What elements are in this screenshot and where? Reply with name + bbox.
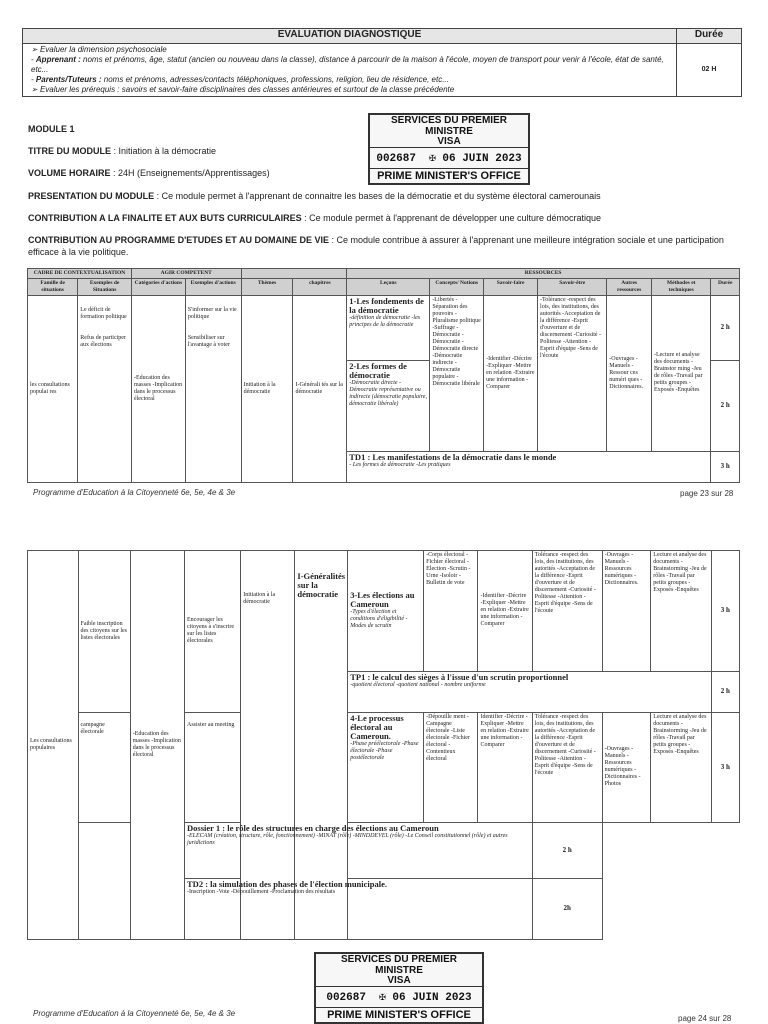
duration-header: Durée <box>677 29 742 44</box>
evaluation-title: EVALUATION DIAGNOSTIQUE <box>23 29 677 44</box>
header-group-agir: AGIR COMPETENT <box>131 269 241 279</box>
autres-cell: -Ouvrages -Manuels -Ressour ces numéri ques -Dictionnaires. <box>607 296 652 452</box>
col-concepts: Concepts/ Notions <box>430 279 484 296</box>
theme-cell: Initiation à la démocratie <box>241 551 295 940</box>
tp1-cell: TP1 : le calcul des sièges à l'issue d'un scrutin proportionnel -quotient électoral -quotient national - nombre uniforme <box>348 671 711 712</box>
duree-cell: 3 h <box>711 451 740 482</box>
savoir-faire-cell: Identifier -Décrire -Expliquer -Mettre en relation -Extraire une information -Comparer <box>478 712 532 823</box>
module-contribution-finalite: CONTRIBUTION A LA FINALITE ET AUX BUTS CURRICULAIRES : Ce module permet à l'apprenant de développer une culture démocratique <box>28 213 602 223</box>
module-presentation: PRESENTATION DU MODULE : Ce module permet à l'apprenant de connaitre les bases de la démocratie et du système électoral camerounais <box>28 191 601 201</box>
duree-cell: 2h <box>532 878 602 939</box>
stamp-number-date: 002687 ✠ 06 JUIN 2023 <box>316 986 482 1008</box>
module-volume: VOLUME HORAIRE : 24H (Enseignements/Apprentissages) <box>28 168 270 178</box>
stamp-line1: SERVICES DU PREMIER MINISTRE <box>341 954 457 976</box>
eval-item: - Parents/Tuteurs : noms et prénoms, adresses/contacts téléphoniques, professions, religion, lieu de résidence, etc... <box>31 75 449 84</box>
exemples-situations-cell: Le déficit de formation politique Refus de participer aux élections <box>78 296 132 483</box>
col-categories: Catégories d'actions <box>131 279 185 296</box>
duree-cell: 3 h <box>711 712 739 823</box>
concepts-cell: -Libertés -Séparation des pouvoirs -Pluralisme politique -Suffrage -Démocratie -Démocratie -Démocratie directe -Démocratie indirecte -Démocratie populaire -Démocratie libérale <box>430 296 484 452</box>
methodes-cell: Lecture et analyse des documents -Brainstorming -Jeu de rôles -Travail par petits groupes -Exposés -Enquêtes <box>651 712 711 823</box>
savoir-faire-cell: -Identifier -Décrire -Expliquer -Mettre en relation -Extraire une information -Comparer <box>484 296 538 452</box>
eval-item: - Apprenant : noms et prénoms, âge, statut (ancien ou nouveau dans la classe), distance à parcourir de la maison à l'école, moyen de transport pour venir à l'école, état de santé, etc... <box>31 55 664 74</box>
savoir-faire-cell: -Identifier -Décrire -Expliquer -Mettre en relation -Extraire une information -Comparer <box>478 551 532 672</box>
methodes-cell: Lecture et analyse des documents -Brainstorming -Jeu de rôles -Travail par petits groupes -Exposés -Enquêtes <box>651 551 711 672</box>
program-table-2 <box>27 550 740 940</box>
stamp-number-date: 002687 ✠ 06 JUIN 2023 <box>370 147 528 169</box>
col-methodes: Méthodes et techniques <box>651 279 710 296</box>
stamp-line3: PRIME MINISTER'S OFFICE <box>327 1009 471 1021</box>
stamp-line3: PRIME MINISTER'S OFFICE <box>377 170 521 182</box>
header-group-ressources: RESSOURCES <box>347 269 740 279</box>
concepts-cell: -Dépouille ment -Campagne électorale -Liste électorale -Fichier électoral -Contentieux électoral <box>424 712 478 823</box>
program-table-1 <box>27 268 740 483</box>
famille-cell: Les consultations populaires <box>28 551 79 940</box>
col-autres-ressources: Autres ressources <box>607 279 652 296</box>
exemples-actions-cell: S'informer sur la vie politique Sensibiliser sur l'avantage à voter <box>185 296 241 483</box>
savoir-etre-cell: Tolérance -respect des lois, des institutions, des autorités -Acceptation de la différence -Esprit d'ouverture et de discernement -Curiosité -Politesse -Attention -Esprit d'équipe -Sens de l'écoute <box>532 551 602 672</box>
col-savoir-faire: Savoir-faire <box>484 279 538 296</box>
td2-cell: TD2 : la simulation des phases de l'élection municipale. -Inscription -Vote -Dépouillement -Proclamation des résultats <box>185 878 533 939</box>
savoir-etre-cell: -Tolérance -respect des lois, des institutions, des autorités -Acceptation de la différence -Esprit d'ouverture et de discernement -Curiosité -Politesse -Attention -Esprit d'équipe -Sens de l'écoute <box>538 296 607 452</box>
header-group-context: CADRE DE CONTEXTUALISATION <box>28 269 132 279</box>
footer-program: Programme d'Education à la Citoyenneté 6e, 5e, 4e & 3e <box>33 488 236 497</box>
chapitre-cell: I-Générali tés sur la démocratie <box>293 296 347 483</box>
module-title: TITRE DU MODULE : Initiation à la démocratie <box>28 146 217 156</box>
evaluation-table <box>22 28 742 97</box>
lecon1-cell: 1-Les fondements de la démocratie -définition de démocratie -les principes de la démocratie <box>347 296 430 361</box>
eval-item: ➢ Evaluer la dimension psychosociale <box>31 45 167 54</box>
exemples-actions-cell: Encourager les citoyens à s'inscrire sur les listes électorales <box>185 551 241 713</box>
duree-cell: 2 h <box>711 671 739 712</box>
page-number: page 24 sur 28 <box>678 1014 732 1023</box>
exemples-situations-cell: campagne électorale <box>78 712 130 823</box>
categories-cell: -Education des masses -Implication dans le processus électoral <box>131 296 185 483</box>
famille-cell: les consultations populai res <box>28 296 78 483</box>
lecon3-cell: 3-Les élections au Cameroun -Types d'élection et conditions d'éligibilité -Modes de scrutin <box>348 551 424 672</box>
duree-cell: 2 h <box>711 296 740 361</box>
col-themes: Thèmes <box>241 279 293 296</box>
visa-stamp <box>314 952 484 1024</box>
stamp-line2: VISA <box>387 975 411 986</box>
methodes-cell: -Lecture et analyse des documents -Brainstor ming -Jeu de rôles -Travail par petits groupes -Exposés -Enquêtes <box>651 296 710 452</box>
evaluation-content <box>23 44 677 97</box>
col-duree: Durée <box>711 279 740 296</box>
eval-item: ➢ Evaluer les prérequis : savoirs et savoir-faire disciplinaires des classes antérieures et surtout de la classe précédente <box>31 85 455 94</box>
col-chapitres: chapitres <box>293 279 347 296</box>
autres-cell: -Ouvrages -Manuels -Ressources numériques -Dictionnaires. <box>602 551 651 672</box>
col-exemples-situations: Exemples de Situations <box>78 279 132 296</box>
lecon4-cell: 4-Le processus électoral au Cameroun. -Phase préélectorale -Phase électorale -Phase postélectorale <box>348 712 424 823</box>
exemples-situations-cell: Faible inscription des citoyens sur les listes électorales <box>78 551 130 713</box>
categories-cell: -Education des masses -Implication dans le processus électoral <box>130 551 184 940</box>
theme-cell: Initiation à la démocratie <box>241 296 293 483</box>
td1-cell: TD1 : Les manifestations de la démocratie dans le monde - Les formes de démocratie -Les pratiques <box>347 451 711 482</box>
lecon2-cell: 2-Les formes de démocratie -Démocratie directe -Démocratie représentative ou indirecte (démocratie populaire, démocratie libérale) <box>347 360 430 451</box>
stamp-line1: SERVICES DU PREMIER MINISTRE <box>391 115 507 137</box>
dossier-cell: Dossier 1 : le rôle des structures en charge des élections au Cameroun -ELECAM (création, structure, rôle, fonctionnement) -MINAT (rôle) -MINDDEVEL (rôle) -Le Conseil constitutionnel (rôle) et autres juridictions <box>185 823 533 878</box>
col-savoir-etre: Savoir-être <box>538 279 607 296</box>
visa-stamp <box>368 113 530 185</box>
chapitre-cell: I-Généralités sur la démocratie <box>295 551 348 940</box>
savoir-etre-cell: Tolérance -respect des lois, des institutions, des autorités -Acceptation de la différence -Esprit d'ouverture et de discernement -Curiosité -Politesse -Attention -Esprit d'équipe -Sens de l'écoute <box>532 712 602 823</box>
footer-program: Programme d'Education à la Citoyenneté 6e, 5e, 4e & 3e <box>33 1009 236 1018</box>
module-label: MODULE 1 <box>28 124 75 134</box>
stamp-line2: VISA <box>437 136 461 147</box>
duree-cell: 2 h <box>532 823 602 878</box>
exemples-actions-cell: Assister au meeting <box>185 712 241 823</box>
concepts-cell: -Corps électoral -Fichier électoral -Election -Scrutin -Urne -Isoloir -Bulletin de vote <box>424 551 478 672</box>
duree-cell: 2 h <box>711 360 740 451</box>
col-exemples-actions: Exemples d'actions <box>185 279 241 296</box>
module-contribution-programme: CONTRIBUTION AU PROGRAMME D'ETUDES ET AU DOMAINE DE VIE : Ce module contribue à assurer à l'apprenant une meilleure intégration sociale et une participation efficace à la vie politique. <box>28 235 724 257</box>
duree-cell: 3 h <box>711 551 739 672</box>
col-famille: Famille de situations <box>28 279 78 296</box>
autres-cell: -Ouvrages -Manuels -Ressources numériques -Dictionnaires -Photos <box>602 712 651 823</box>
col-lecons: Leçons <box>347 279 430 296</box>
page-number: page 23 sur 28 <box>680 489 734 498</box>
evaluation-duration: 02 H <box>677 44 742 97</box>
